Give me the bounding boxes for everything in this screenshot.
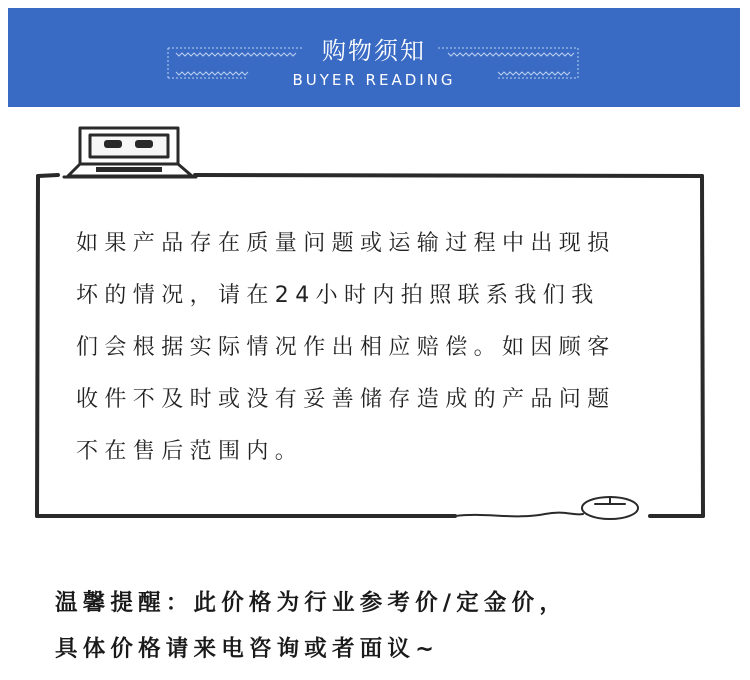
header-title: 购物须知 <box>322 37 426 65</box>
header-subtitle: BUYER READING <box>292 71 456 89</box>
notice-line: 不在售后范围内。 <box>76 439 304 464</box>
tip-line: 温馨提醒：此价格为行业参考价/定金价， <box>55 590 568 616</box>
mouse-icon <box>455 492 655 532</box>
laptop-icon <box>60 124 200 184</box>
notice-line: 坏的情况，请在24小时内拍照联系我们我 <box>76 283 600 308</box>
notice-line: 们会根据实际情况作出相应赔偿。如因顾客 <box>76 335 616 360</box>
notice-text <box>76 218 676 478</box>
notice-line: 如果产品存在质量问题或运输过程中出现损 <box>76 231 616 256</box>
notice-line: 收件不及时或没有妥善储存造成的产品问题 <box>76 387 616 412</box>
warm-tip <box>55 580 735 672</box>
tip-line: 具体价格请来电咨询或者面议~ <box>55 636 440 662</box>
